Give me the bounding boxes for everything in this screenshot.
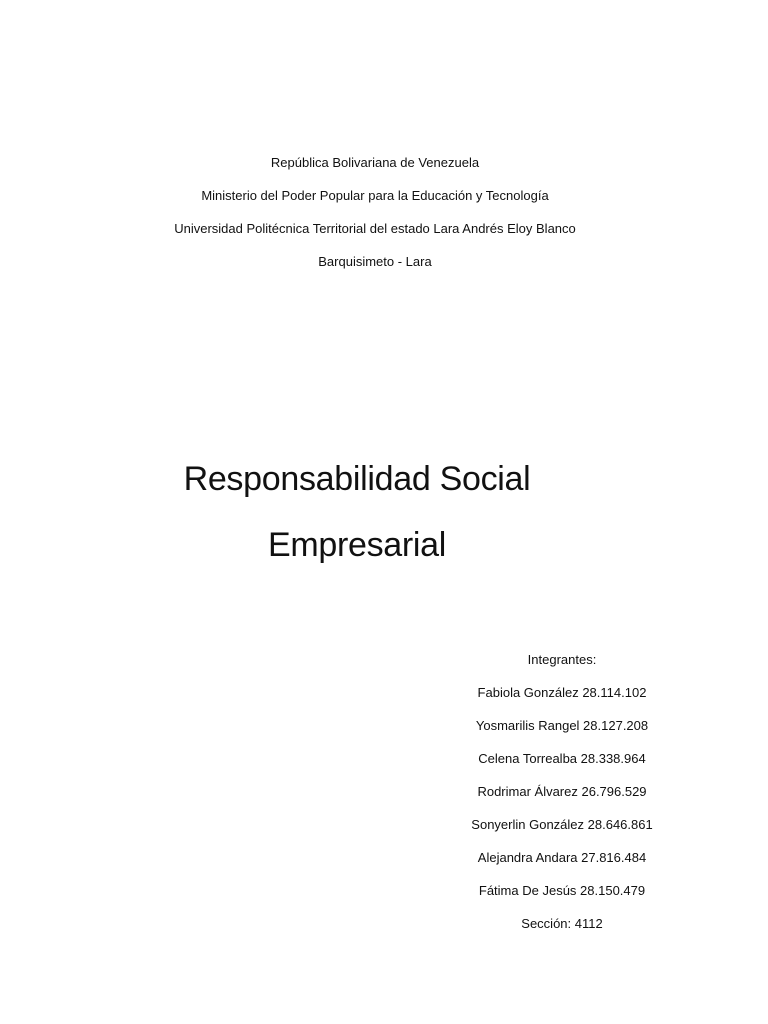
- university-name: Universidad Politécnica Territorial del estado Lara Andrés Eloy Blanco: [174, 221, 576, 236]
- section-number: Sección: 4112: [521, 916, 603, 931]
- ministry-name: Ministerio del Poder Popular para la Educación y Tecnología: [201, 188, 549, 203]
- member-item: Sonyerlin González 28.646.861: [471, 817, 653, 832]
- title-line-1: Responsabilidad Social: [183, 460, 531, 498]
- members-label: Integrantes:: [527, 652, 597, 667]
- institution-header: [0, 146, 750, 278]
- member-item: Rodrimar Álvarez 26.796.529: [477, 784, 647, 799]
- members-list: [440, 643, 684, 940]
- member-item: Fabiola González 28.114.102: [477, 685, 647, 700]
- title-line-2: Empresarial: [267, 526, 447, 564]
- document-title: [0, 446, 714, 578]
- country-name: República Bolivariana de Venezuela: [270, 155, 480, 170]
- member-item: Yosmarilis Rangel 28.127.208: [475, 718, 649, 733]
- member-item: Alejandra Andara 27.816.484: [477, 850, 647, 865]
- member-item: Celena Torrealba 28.338.964: [478, 751, 646, 766]
- member-item: Fátima De Jesús 28.150.479: [478, 883, 646, 898]
- city-location: Barquisimeto - Lara: [318, 254, 432, 269]
